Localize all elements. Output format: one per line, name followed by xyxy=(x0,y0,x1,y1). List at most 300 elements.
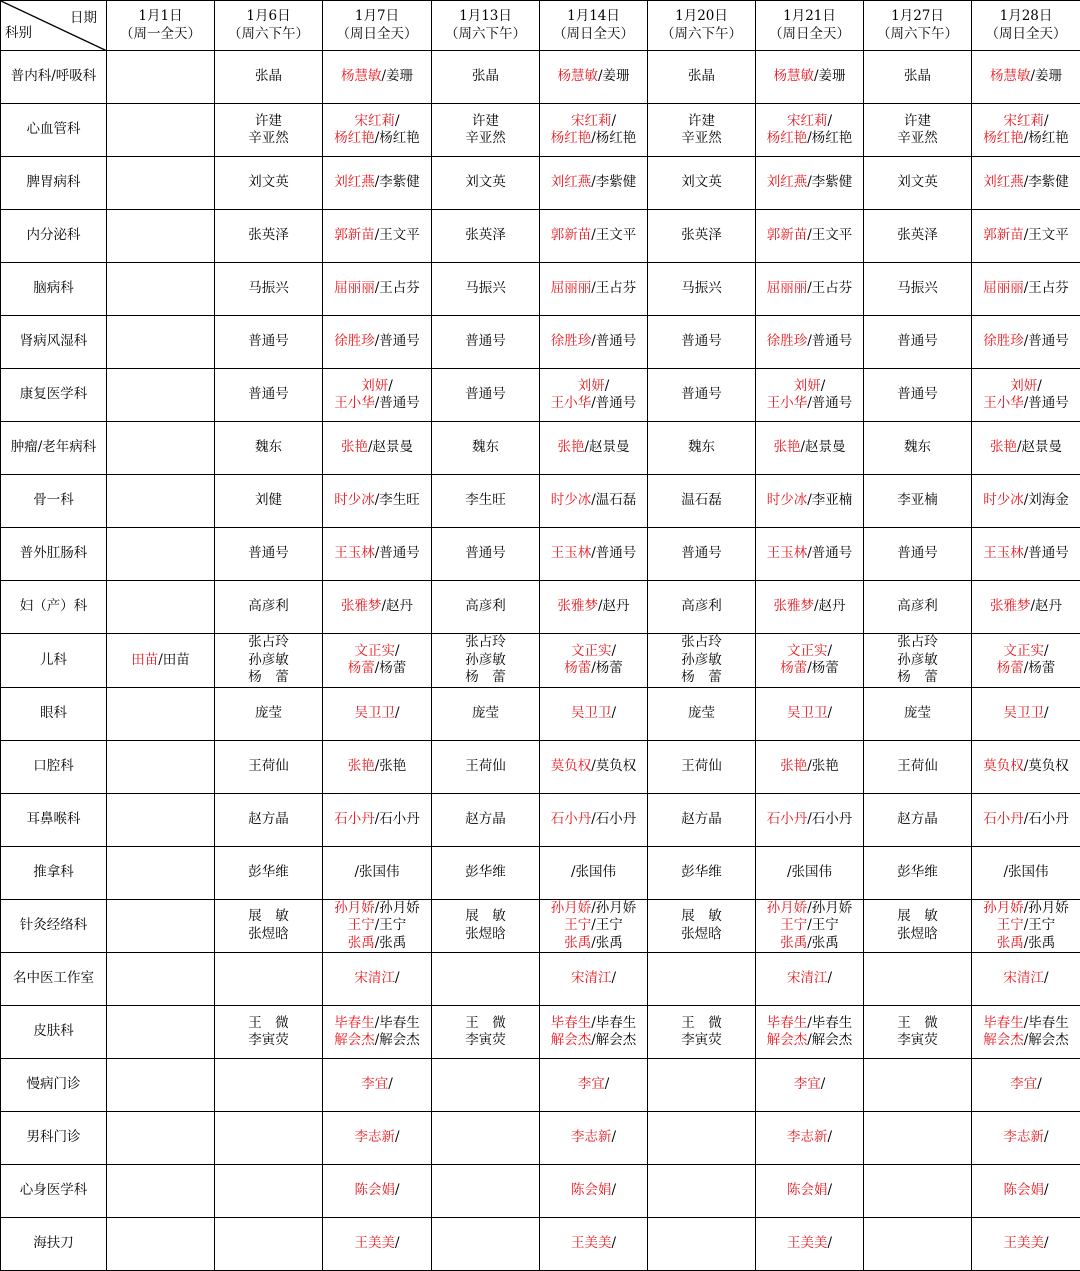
schedule-cell xyxy=(972,475,1080,528)
doctor-name: 王 微 xyxy=(897,1015,938,1031)
schedule-cell xyxy=(215,263,323,316)
expert-doctor-name: 宋红莉 xyxy=(787,113,828,129)
expert-doctor-name: 宋红莉 xyxy=(1003,113,1044,129)
doctor-name: /孙月娇 xyxy=(591,900,636,916)
schedule-cell xyxy=(648,475,756,528)
doctor-name: /张国伟 xyxy=(1003,864,1048,880)
doctor-line xyxy=(540,439,647,457)
expert-doctor-name: 张雅梦 xyxy=(773,598,814,614)
doctor-name: 普通号 xyxy=(897,545,938,561)
corner-date-label: 日期 xyxy=(70,10,97,28)
doctor-name: /毕春生 xyxy=(375,1015,420,1031)
doctor-line xyxy=(972,900,1080,918)
doctor-line xyxy=(540,917,647,935)
expert-doctor-name: 杨蕾 xyxy=(348,660,375,676)
schedule-cell xyxy=(648,263,756,316)
doctor-name: /普通号 xyxy=(807,333,852,349)
schedule-cell xyxy=(972,1112,1080,1165)
doctor-line xyxy=(756,1182,863,1200)
doctor-line xyxy=(972,970,1080,988)
doctor-line xyxy=(540,811,647,829)
doctor-name: / xyxy=(821,378,826,394)
schedule-cell xyxy=(756,1112,864,1165)
department-row xyxy=(1,899,1080,953)
expert-doctor-name: 郭新苗 xyxy=(983,227,1024,243)
expert-doctor-name: 张艳 xyxy=(348,758,375,774)
doctor-line xyxy=(432,811,539,829)
department-name: 海扶刀 xyxy=(1,1218,107,1271)
schedule-cell xyxy=(323,157,432,210)
doctor-name: 马振兴 xyxy=(897,280,938,296)
schedule-cell xyxy=(972,793,1080,846)
doctor-line xyxy=(972,545,1080,563)
doctor-line xyxy=(215,1032,322,1050)
doctor-name: /石小丹 xyxy=(1024,811,1069,827)
doctor-line xyxy=(540,227,647,245)
doctor-name: 张英泽 xyxy=(897,227,938,243)
doctor-name: / xyxy=(388,1076,393,1092)
doctor-name: 魏东 xyxy=(472,439,499,455)
expert-doctor-name: 张艳 xyxy=(773,439,800,455)
doctor-name: /杨红艳 xyxy=(375,130,420,146)
department-row xyxy=(1,581,1080,634)
date-label: 1月7日 xyxy=(323,8,431,26)
expert-doctor-name: 徐胜珍 xyxy=(983,333,1024,349)
schedule-cell xyxy=(215,1006,323,1059)
doctor-name: 辛亚然 xyxy=(681,130,722,146)
schedule-cell xyxy=(432,422,540,475)
doctor-name: /张国伟 xyxy=(787,864,832,880)
expert-doctor-name: 郭新苗 xyxy=(551,227,592,243)
schedule-cell xyxy=(215,157,323,210)
doctor-line xyxy=(972,917,1080,935)
expert-doctor-name: 陈会娟 xyxy=(787,1182,828,1198)
doctor-line xyxy=(648,386,755,404)
doctor-line xyxy=(540,598,647,616)
doctor-name: /普通号 xyxy=(591,395,636,411)
department-name: 内分泌科 xyxy=(1,210,107,263)
doctor-name: 辛亚然 xyxy=(248,130,289,146)
doctor-name: / xyxy=(611,1182,616,1198)
department-row xyxy=(1,793,1080,846)
doctor-line xyxy=(756,758,863,776)
doctor-line xyxy=(323,917,431,935)
doctor-name: 高彦利 xyxy=(248,598,289,614)
expert-doctor-name: 时少冰 xyxy=(334,492,375,508)
doctor-line xyxy=(756,1076,863,1094)
schedule-cell xyxy=(107,687,215,740)
expert-doctor-name: 杨蕾 xyxy=(997,660,1024,676)
doctor-name: / xyxy=(395,705,400,721)
doctor-name: 刘文英 xyxy=(465,174,506,190)
date-header-cell xyxy=(756,1,864,51)
doctor-name: /普通号 xyxy=(375,333,420,349)
doctor-line xyxy=(756,113,863,131)
doctor-name: /王文平 xyxy=(807,227,852,243)
schedule-cell xyxy=(323,475,432,528)
doctor-line xyxy=(215,68,322,86)
doctor-name: /王宁 xyxy=(591,917,623,933)
doctor-line xyxy=(864,130,971,148)
doctor-line xyxy=(756,917,863,935)
doctor-name: /李生旺 xyxy=(375,492,420,508)
schedule-cell xyxy=(864,104,972,157)
schedule-cell xyxy=(864,793,972,846)
doctor-line xyxy=(972,333,1080,351)
department-name: 名中医工作室 xyxy=(1,953,107,1006)
doctor-line xyxy=(756,811,863,829)
doctor-name: 普通号 xyxy=(248,333,289,349)
expert-doctor-name: 孙月娇 xyxy=(983,900,1024,916)
schedule-cell xyxy=(756,263,864,316)
department-row xyxy=(1,634,1080,688)
schedule-cell xyxy=(648,1006,756,1059)
schedule-cell xyxy=(215,210,323,263)
doctor-name: / xyxy=(1044,1129,1049,1145)
doctor-name: 许建 xyxy=(255,113,282,129)
expert-doctor-name: 李宜 xyxy=(361,1076,388,1092)
doctor-name: /李紫健 xyxy=(1024,174,1069,190)
doctor-name: / xyxy=(827,113,832,129)
schedule-cell xyxy=(215,422,323,475)
expert-doctor-name: 吴卫卫 xyxy=(1003,705,1044,721)
expert-doctor-name: 张禹 xyxy=(348,935,375,951)
doctor-name: /赵景曼 xyxy=(584,439,629,455)
schedule-cell xyxy=(540,1112,648,1165)
doctor-name: /解会杰 xyxy=(375,1032,420,1048)
expert-doctor-name: 王宁 xyxy=(348,917,375,933)
doctor-name: / xyxy=(395,113,400,129)
doctor-name: 普通号 xyxy=(248,386,289,402)
doctor-line xyxy=(215,669,322,687)
doctor-name: 许建 xyxy=(472,113,499,129)
doctor-line xyxy=(540,174,647,192)
schedule-cell xyxy=(323,581,432,634)
expert-doctor-name: 王美美 xyxy=(354,1235,395,1251)
doctor-line xyxy=(972,68,1080,86)
expert-doctor-name: 宋红莉 xyxy=(354,113,395,129)
doctor-line xyxy=(323,1032,431,1050)
doctor-line xyxy=(864,227,971,245)
doctor-name: 许建 xyxy=(904,113,931,129)
schedule-cell xyxy=(432,687,540,740)
schedule-cell xyxy=(107,1006,215,1059)
schedule-cell xyxy=(215,793,323,846)
doctor-line xyxy=(864,598,971,616)
session-label: （周日全天） xyxy=(972,26,1080,44)
schedule-cell xyxy=(432,581,540,634)
schedule-cell xyxy=(972,263,1080,316)
doctor-line xyxy=(432,113,539,131)
expert-doctor-name: 张艳 xyxy=(990,439,1017,455)
schedule-cell xyxy=(540,422,648,475)
schedule-cell xyxy=(540,316,648,369)
schedule-cell xyxy=(756,157,864,210)
expert-doctor-name: 王小华 xyxy=(767,395,808,411)
doctor-name: 张煜晗 xyxy=(248,926,289,942)
doctor-name: /普通号 xyxy=(807,545,852,561)
doctor-line xyxy=(648,227,755,245)
expert-doctor-name: 毕春生 xyxy=(334,1015,375,1031)
doctor-name: 彭华维 xyxy=(465,864,506,880)
corner-dept-label: 科别 xyxy=(5,25,32,43)
doctor-line xyxy=(215,811,322,829)
doctor-line xyxy=(864,1032,971,1050)
schedule-cell xyxy=(432,1165,540,1218)
expert-doctor-name: 郭新苗 xyxy=(334,227,375,243)
doctor-name: 李亚楠 xyxy=(897,492,938,508)
doctor-line xyxy=(540,1182,647,1200)
doctor-name: /毕春生 xyxy=(591,1015,636,1031)
doctor-name: 魏东 xyxy=(688,439,715,455)
schedule-cell xyxy=(540,210,648,263)
doctor-name: /解会杰 xyxy=(591,1032,636,1048)
doctor-name: 马振兴 xyxy=(248,280,289,296)
doctor-line xyxy=(215,908,322,926)
schedule-cell xyxy=(972,422,1080,475)
doctor-line xyxy=(972,1182,1080,1200)
doctor-name: /赵景曼 xyxy=(800,439,845,455)
doctor-name: 普通号 xyxy=(681,386,722,402)
doctor-name: /姜珊 xyxy=(381,68,413,84)
expert-doctor-name: 刘红燕 xyxy=(551,174,592,190)
schedule-cell xyxy=(648,422,756,475)
expert-doctor-name: 陈会娟 xyxy=(354,1182,395,1198)
doctor-name: 普通号 xyxy=(681,333,722,349)
expert-doctor-name: 李志新 xyxy=(787,1129,828,1145)
expert-doctor-name: 毕春生 xyxy=(551,1015,592,1031)
doctor-name: 庞莹 xyxy=(904,705,931,721)
schedule-cell xyxy=(323,210,432,263)
expert-doctor-name: 文正实 xyxy=(1003,643,1044,659)
schedule-cell xyxy=(648,634,756,688)
expert-doctor-name: 毕春生 xyxy=(767,1015,808,1031)
schedule-cell xyxy=(648,687,756,740)
schedule-cell xyxy=(540,793,648,846)
expert-doctor-name: 陈会娟 xyxy=(1003,1182,1044,1198)
schedule-cell xyxy=(432,51,540,104)
doctor-name: / xyxy=(395,1235,400,1251)
schedule-cell xyxy=(756,1059,864,1112)
doctor-line xyxy=(432,68,539,86)
doctor-line xyxy=(540,1235,647,1253)
schedule-cell xyxy=(432,369,540,422)
schedule-cell xyxy=(756,846,864,899)
date-label: 1月27日 xyxy=(864,8,971,26)
doctor-line xyxy=(323,598,431,616)
schedule-cell xyxy=(864,846,972,899)
doctor-name: / xyxy=(605,1076,610,1092)
schedule-cell xyxy=(648,1165,756,1218)
doctor-line xyxy=(540,333,647,351)
session-label: （周六下午） xyxy=(432,26,539,44)
schedule-cell xyxy=(648,581,756,634)
doctor-name: 李寅荧 xyxy=(897,1032,938,1048)
doctor-line xyxy=(323,68,431,86)
schedule-cell xyxy=(972,581,1080,634)
doctor-name: /孙月娇 xyxy=(375,900,420,916)
doctor-name: /王占芬 xyxy=(591,280,636,296)
date-label: 1月14日 xyxy=(540,8,647,26)
doctor-line xyxy=(323,643,431,661)
doctor-name: / xyxy=(611,705,616,721)
expert-doctor-name: 李志新 xyxy=(354,1129,395,1145)
schedule-cell xyxy=(864,210,972,263)
doctor-name: /普通号 xyxy=(1024,545,1069,561)
expert-doctor-name: 张禹 xyxy=(997,935,1024,951)
doctor-line xyxy=(864,280,971,298)
schedule-cell xyxy=(107,1218,215,1271)
doctor-name: / xyxy=(827,1235,832,1251)
date-header-cell xyxy=(648,1,756,51)
doctor-name: /普通号 xyxy=(1024,395,1069,411)
doctor-name: / xyxy=(605,378,610,394)
schedule-cell xyxy=(215,846,323,899)
expert-doctor-name: 刘妍 xyxy=(578,378,605,394)
expert-doctor-name: 文正实 xyxy=(354,643,395,659)
doctor-name: / xyxy=(1044,1235,1049,1251)
department-row xyxy=(1,1218,1080,1271)
doctor-line xyxy=(864,439,971,457)
expert-doctor-name: 莫负权 xyxy=(551,758,592,774)
doctor-name: 彭华维 xyxy=(681,864,722,880)
doctor-name: /姜珊 xyxy=(1030,68,1062,84)
doctor-line xyxy=(648,545,755,563)
date-label: 1月28日 xyxy=(972,8,1080,26)
doctor-name: /莫负权 xyxy=(1024,758,1069,774)
expert-doctor-name: 张雅梦 xyxy=(557,598,598,614)
schedule-cell xyxy=(432,634,540,688)
doctor-name: 张占玲 xyxy=(465,634,506,650)
doctor-name: /莫负权 xyxy=(591,758,636,774)
doctor-line xyxy=(756,864,863,882)
doctor-line xyxy=(215,864,322,882)
schedule-cell xyxy=(215,1165,323,1218)
doctor-name: 王荷仙 xyxy=(248,758,289,774)
schedule-cell xyxy=(756,51,864,104)
doctor-name: 王 微 xyxy=(681,1015,722,1031)
expert-doctor-name: 石小丹 xyxy=(334,811,375,827)
doctor-line xyxy=(107,652,214,670)
doctor-name: 高彦利 xyxy=(465,598,506,614)
doctor-line xyxy=(432,130,539,148)
schedule-cell xyxy=(756,1165,864,1218)
schedule-cell xyxy=(972,1006,1080,1059)
doctor-name: /解会杰 xyxy=(807,1032,852,1048)
doctor-name: 普通号 xyxy=(681,545,722,561)
doctor-name: 杨 蕾 xyxy=(465,669,506,685)
department-name: 康复医学科 xyxy=(1,369,107,422)
expert-doctor-name: 王玉林 xyxy=(551,545,592,561)
doctor-name: 张占玲 xyxy=(897,634,938,650)
schedule-cell xyxy=(972,369,1080,422)
doctor-name: 张晶 xyxy=(904,68,931,84)
doctor-name: /王占芬 xyxy=(375,280,420,296)
doctor-name: /赵丹 xyxy=(598,598,630,614)
doctor-line xyxy=(323,1076,431,1094)
doctor-line xyxy=(432,439,539,457)
schedule-cell xyxy=(107,581,215,634)
doctor-name: 刘文英 xyxy=(681,174,722,190)
doctor-name: / xyxy=(1037,1076,1042,1092)
date-header-cell xyxy=(540,1,648,51)
doctor-line xyxy=(540,280,647,298)
doctor-line xyxy=(432,492,539,510)
doctor-name: 张占玲 xyxy=(681,634,722,650)
doctor-line xyxy=(432,545,539,563)
schedule-cell xyxy=(323,528,432,581)
doctor-name: 马振兴 xyxy=(465,280,506,296)
doctor-name: /赵景曼 xyxy=(368,439,413,455)
expert-doctor-name: 解会杰 xyxy=(767,1032,808,1048)
schedule-cell xyxy=(107,634,215,688)
department-row xyxy=(1,157,1080,210)
doctor-name: /王文平 xyxy=(591,227,636,243)
doctor-name: 赵方晶 xyxy=(465,811,506,827)
department-name: 针灸经络科 xyxy=(1,899,107,953)
schedule-cell xyxy=(864,1059,972,1112)
date-label: 1月21日 xyxy=(756,8,863,26)
schedule-cell xyxy=(756,740,864,793)
expert-doctor-name: 王宁 xyxy=(780,917,807,933)
doctor-name: 孙彦敏 xyxy=(465,652,506,668)
schedule-cell xyxy=(972,528,1080,581)
doctor-line xyxy=(972,758,1080,776)
doctor-line xyxy=(540,705,647,723)
department-row xyxy=(1,422,1080,475)
department-row xyxy=(1,263,1080,316)
doctor-line xyxy=(540,68,647,86)
doctor-name: /石小丹 xyxy=(807,811,852,827)
doctor-name: 王荷仙 xyxy=(465,758,506,774)
doctor-name: 刘文英 xyxy=(897,174,938,190)
doctor-line xyxy=(972,705,1080,723)
doctor-name: / xyxy=(611,1129,616,1145)
doctor-name: / xyxy=(395,970,400,986)
schedule-cell xyxy=(756,316,864,369)
schedule-cell xyxy=(864,475,972,528)
schedule-cell xyxy=(107,263,215,316)
doctor-line xyxy=(323,174,431,192)
department-row xyxy=(1,210,1080,263)
schedule-cell xyxy=(972,634,1080,688)
schedule-cell xyxy=(864,687,972,740)
schedule-cell xyxy=(432,475,540,528)
expert-doctor-name: 宋清江 xyxy=(1003,970,1044,986)
doctor-line xyxy=(323,492,431,510)
doctor-name: 杨 蕾 xyxy=(248,669,289,685)
schedule-cell xyxy=(756,687,864,740)
doctor-name: 普通号 xyxy=(897,386,938,402)
schedule-cell xyxy=(107,422,215,475)
doctor-line xyxy=(756,130,863,148)
doctor-name: /普通号 xyxy=(591,545,636,561)
expert-doctor-name: 徐胜珍 xyxy=(767,333,808,349)
schedule-cell xyxy=(648,846,756,899)
doctor-line xyxy=(648,113,755,131)
doctor-name: /张禹 xyxy=(807,935,839,951)
doctor-name: 普通号 xyxy=(465,386,506,402)
doctor-line xyxy=(215,439,322,457)
expert-doctor-name: 刘红燕 xyxy=(983,174,1024,190)
schedule-cell xyxy=(540,581,648,634)
doctor-name: 庞莹 xyxy=(472,705,499,721)
schedule-cell xyxy=(432,1218,540,1271)
expert-doctor-name: 杨慧敏 xyxy=(773,68,814,84)
schedule-cell xyxy=(323,263,432,316)
doctor-line xyxy=(864,926,971,944)
expert-doctor-name: 莫负权 xyxy=(983,758,1024,774)
